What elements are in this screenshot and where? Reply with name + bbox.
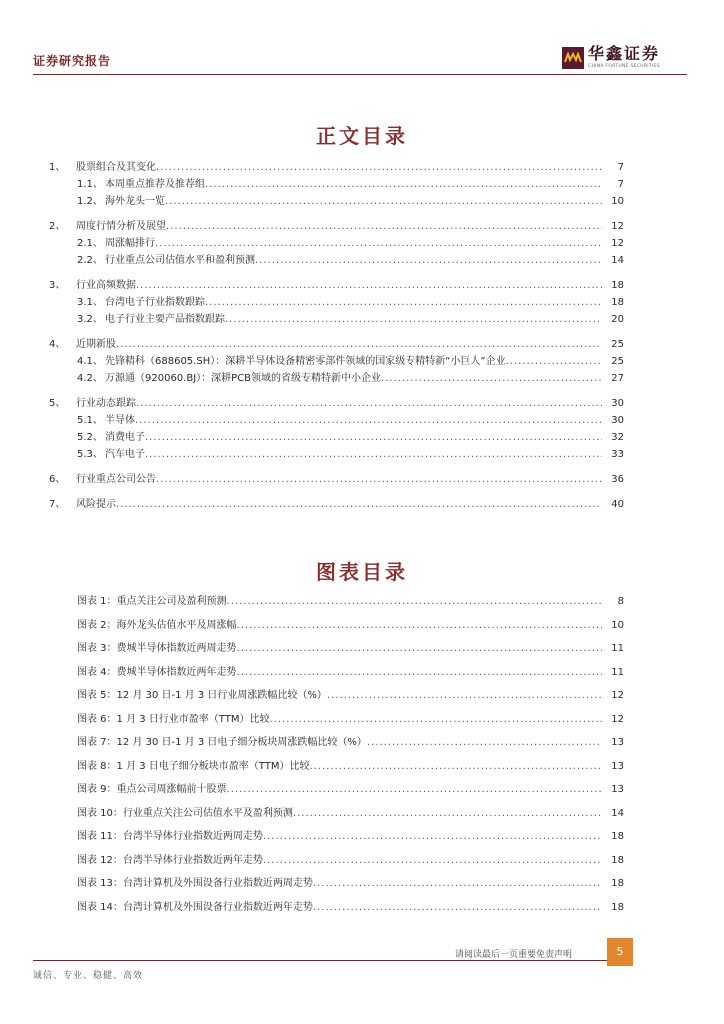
toc-subsection-item-page: 32	[611, 432, 624, 443]
dot-leader	[205, 177, 602, 193]
figure-list-item-label: 图表 1：重点关注公司及盈利预测	[77, 596, 227, 607]
toc-section-item-page: 7	[617, 162, 624, 173]
figure-list-item-label: 图表 10：行业重点关注公司估值水平及盈利预测	[77, 807, 293, 819]
logo-icon	[562, 47, 584, 69]
dot-leader	[165, 194, 602, 210]
figure-list-item-label: 图表 6：1 月 3 日行业市盈率（TTM）比较	[77, 713, 270, 725]
toc-item-number: 5、	[49, 398, 66, 409]
toc-section-item[interactable]	[49, 278, 624, 294]
dot-leader	[135, 413, 602, 429]
toc-subsection-item-label: 台湾电子行业指数跟踪	[105, 297, 205, 308]
toc-subsection-item-label: 先锋精科（688605.SH）：深耕半导体设备精密零部件领域的国家级专精特新“小巨人”企业	[105, 356, 506, 367]
dot-leader	[313, 876, 602, 892]
toc-subsection-item-page: 25	[611, 356, 624, 367]
toc-subsection-item[interactable]	[77, 430, 624, 446]
toc-subsection-item-page: 33	[611, 449, 624, 460]
toc-item-number: 5.2、	[77, 432, 103, 443]
figure-list-item-label: 图表 4：费城半导体指数近两年走势	[77, 666, 237, 678]
toc-section-item[interactable]	[49, 219, 624, 235]
figure-list-item-label: 图表 8：1 月 3 日电子细分板块市盈率（TTM）比较	[77, 760, 310, 772]
dot-leader	[116, 497, 602, 513]
dot-leader	[327, 688, 602, 704]
dot-leader	[145, 430, 602, 446]
toc-item-number: 2.2、	[77, 255, 103, 266]
toc-subsection-item-label: 行业重点公司估值水平和盈利预测	[105, 255, 255, 266]
toc-subsection-item-label: 消费电子	[105, 432, 145, 443]
toc-item-number: 1、	[49, 162, 66, 173]
figure-list-item-page: 10	[611, 619, 624, 631]
toc-item-number: 4、	[49, 339, 66, 350]
figure-list-item-label: 图表 2：海外龙头估值水平及周涨幅	[77, 619, 237, 631]
toc-item-number: 6、	[49, 474, 66, 485]
figure-list-item-page: 14	[611, 807, 624, 819]
logo-text-cn: 华鑫证券	[588, 44, 661, 63]
figure-list-item[interactable]	[77, 594, 624, 610]
figure-list-item[interactable]	[77, 759, 624, 775]
toc-subsection-item-page: 14	[611, 255, 624, 266]
dot-leader	[293, 806, 602, 822]
figure-list-item-label: 图表 7：12 月 30 日-1 月 3 日电子细分板块周涨跌幅比较（%）	[77, 737, 367, 748]
toc-subsection-item-page: 7	[617, 179, 624, 190]
toc-subsection-item-page: 20	[611, 314, 624, 325]
dot-leader	[263, 829, 602, 845]
figure-list-item[interactable]	[77, 665, 624, 681]
toc-section-item-page: 12	[611, 221, 624, 232]
dot-leader	[155, 236, 602, 252]
company-logo	[562, 45, 660, 70]
toc-item-number: 1.1、	[77, 179, 103, 190]
figure-list-item[interactable]	[77, 853, 624, 869]
toc-subsection-item-page: 12	[611, 238, 624, 249]
figure-list-item[interactable]	[77, 782, 624, 798]
page-number: 5	[607, 938, 633, 966]
figure-list-item-label: 图表 13：台湾计算机及外围设备行业指数近两周走势	[77, 878, 313, 889]
toc-section-item-label: 股票组合及其变化	[76, 162, 156, 173]
toc-item-number: 1.2、	[77, 196, 103, 207]
toc-section-item-label: 行业重点公司公告	[76, 474, 156, 485]
toc-section-item[interactable]	[49, 337, 624, 353]
figure-list-item-label: 图表 14：台湾计算机及外围设备行业指数近两年走势	[77, 901, 313, 913]
dot-leader	[136, 278, 602, 294]
dot-leader	[227, 594, 602, 610]
dot-leader	[313, 900, 602, 916]
toc-section-item-page: 30	[611, 398, 624, 409]
footer-motto: 诚信、专业、稳健、高效	[33, 971, 144, 981]
dot-leader	[237, 641, 602, 657]
toc-subsection-item[interactable]	[77, 177, 624, 193]
toc-item-number: 2、	[49, 221, 66, 232]
figure-list-item[interactable]	[77, 618, 624, 634]
toc-subsection-item[interactable]	[77, 236, 624, 252]
toc-section-item-label: 近期新股	[76, 339, 116, 350]
toc-item-number: 2.1、	[77, 238, 103, 249]
toc-subsection-item-label: 万源通（920060.BJ）：深耕PCB领域的省级专精特新中小企业	[105, 373, 382, 384]
toc-subsection-item-page: 18	[611, 297, 624, 308]
toc-section-item[interactable]	[49, 160, 624, 176]
dot-leader	[227, 782, 602, 798]
figure-list-item-label: 图表 9：重点公司周涨幅前十股票	[77, 784, 227, 795]
toc-section-item-label: 风险提示	[76, 499, 116, 510]
toc-subsection-item-label: 周涨幅排行	[105, 238, 155, 249]
figure-list-item-page: 18	[611, 854, 624, 866]
figure-list-item[interactable]	[77, 688, 624, 704]
toc-subsection-item[interactable]	[77, 312, 624, 328]
toc-section-item[interactable]	[49, 472, 624, 488]
dot-leader	[166, 219, 602, 235]
toc-subsection-item-label: 半导体	[105, 415, 135, 426]
figure-list-item[interactable]	[77, 735, 624, 751]
toc-section-item-page: 36	[611, 474, 624, 485]
figure-list-item-page: 12	[611, 713, 624, 725]
toc-section-item-page: 40	[611, 499, 624, 510]
dot-leader	[116, 337, 602, 353]
toc-section-item-label: 行业高频数据	[76, 280, 136, 291]
toc-item-number: 3.1、	[77, 297, 103, 308]
toc-subsection-item[interactable]	[77, 371, 624, 387]
figure-list-title: 图表目录	[316, 560, 408, 584]
figure-list-item-label: 图表 3：费城半导体指数近两周走势	[77, 643, 237, 654]
toc-subsection-item[interactable]	[77, 413, 624, 429]
toc-section-item-label: 行业动态跟踪	[76, 398, 136, 409]
figure-list-item[interactable]	[77, 641, 624, 657]
figure-list-item-page: 11	[611, 643, 624, 654]
figure-list-item-page: 13	[611, 784, 624, 795]
logo-text-en: CHINA FORTUNE SECURITIES	[588, 64, 660, 69]
figure-list-item-page: 18	[611, 831, 624, 842]
toc-section-item-page: 25	[611, 339, 624, 350]
figure-list-item-page: 8	[617, 596, 624, 607]
figure-list-item-page: 13	[611, 737, 624, 748]
dot-leader	[156, 472, 602, 488]
toc-item-number: 5.3、	[77, 449, 103, 460]
toc-section-item-label: 周度行情分析及展望	[76, 221, 166, 232]
toc-item-number: 7、	[49, 499, 66, 510]
dot-leader	[506, 354, 602, 370]
toc-item-number: 5.1、	[77, 415, 103, 426]
toc-section-item[interactable]	[49, 396, 624, 412]
dot-leader	[156, 160, 602, 176]
figure-list-item-page: 13	[611, 760, 624, 772]
figure-list-item[interactable]	[77, 876, 624, 892]
figure-list-item[interactable]	[77, 829, 624, 845]
report-header-title: 证券研究报告	[33, 54, 112, 68]
figure-list-item-label: 图表 5：12 月 30 日-1 月 3 日行业周涨跌幅比较（%）	[77, 690, 327, 701]
toc-subsection-item-label: 本周重点推荐及推荐组	[105, 179, 205, 190]
dot-leader	[205, 295, 602, 311]
toc-item-number: 3、	[49, 280, 66, 291]
toc-item-number: 3.2、	[77, 314, 103, 325]
figure-list-item-page: 11	[611, 666, 624, 678]
toc-subsection-item[interactable]	[77, 253, 624, 269]
dot-leader	[269, 712, 602, 728]
disclaimer-note: 请阅读最后一页重要免责声明	[455, 950, 573, 960]
figure-list-item[interactable]	[77, 900, 624, 916]
toc-section-item-page: 18	[611, 280, 624, 291]
dot-leader	[309, 759, 602, 775]
toc-subsection-item-label: 海外龙头一览	[105, 196, 165, 207]
toc-section-item[interactable]	[49, 497, 624, 513]
toc-subsection-item-page: 30	[611, 415, 624, 426]
dot-leader	[237, 618, 602, 634]
dot-leader	[237, 665, 602, 681]
footer-divider	[33, 960, 607, 961]
figure-list-item-page: 18	[611, 878, 624, 889]
figure-list-item-page: 12	[611, 690, 624, 701]
dot-leader	[136, 396, 602, 412]
toc-subsection-item-page: 10	[611, 196, 624, 207]
dot-leader	[225, 312, 602, 328]
figure-list-item-label: 图表 12：台湾半导体行业指数近两年走势	[77, 854, 263, 866]
toc-title: 正文目录	[316, 124, 408, 148]
toc-subsection-item-label: 汽车电子	[105, 449, 145, 460]
figure-list-item[interactable]	[77, 806, 624, 822]
toc-subsection-item[interactable]	[77, 447, 624, 463]
dot-leader	[263, 853, 602, 869]
toc-subsection-item[interactable]	[77, 295, 624, 311]
dot-leader	[367, 735, 602, 751]
dot-leader	[145, 447, 602, 463]
toc-subsection-item-page: 27	[611, 373, 624, 384]
toc-item-number: 4.1、	[77, 356, 103, 367]
toc-subsection-item[interactable]	[77, 194, 624, 210]
figure-list-item-page: 18	[611, 901, 624, 913]
toc-subsection-item-label: 电子行业主要产品指数跟踪	[105, 314, 225, 325]
header-divider	[33, 74, 687, 75]
dot-leader	[381, 371, 602, 387]
toc-item-number: 4.2、	[77, 373, 103, 384]
figure-list-item[interactable]	[77, 712, 624, 728]
figure-list-item-label: 图表 11：台湾半导体行业指数近两周走势	[77, 831, 263, 842]
toc-subsection-item[interactable]	[77, 354, 624, 370]
dot-leader	[255, 253, 602, 269]
